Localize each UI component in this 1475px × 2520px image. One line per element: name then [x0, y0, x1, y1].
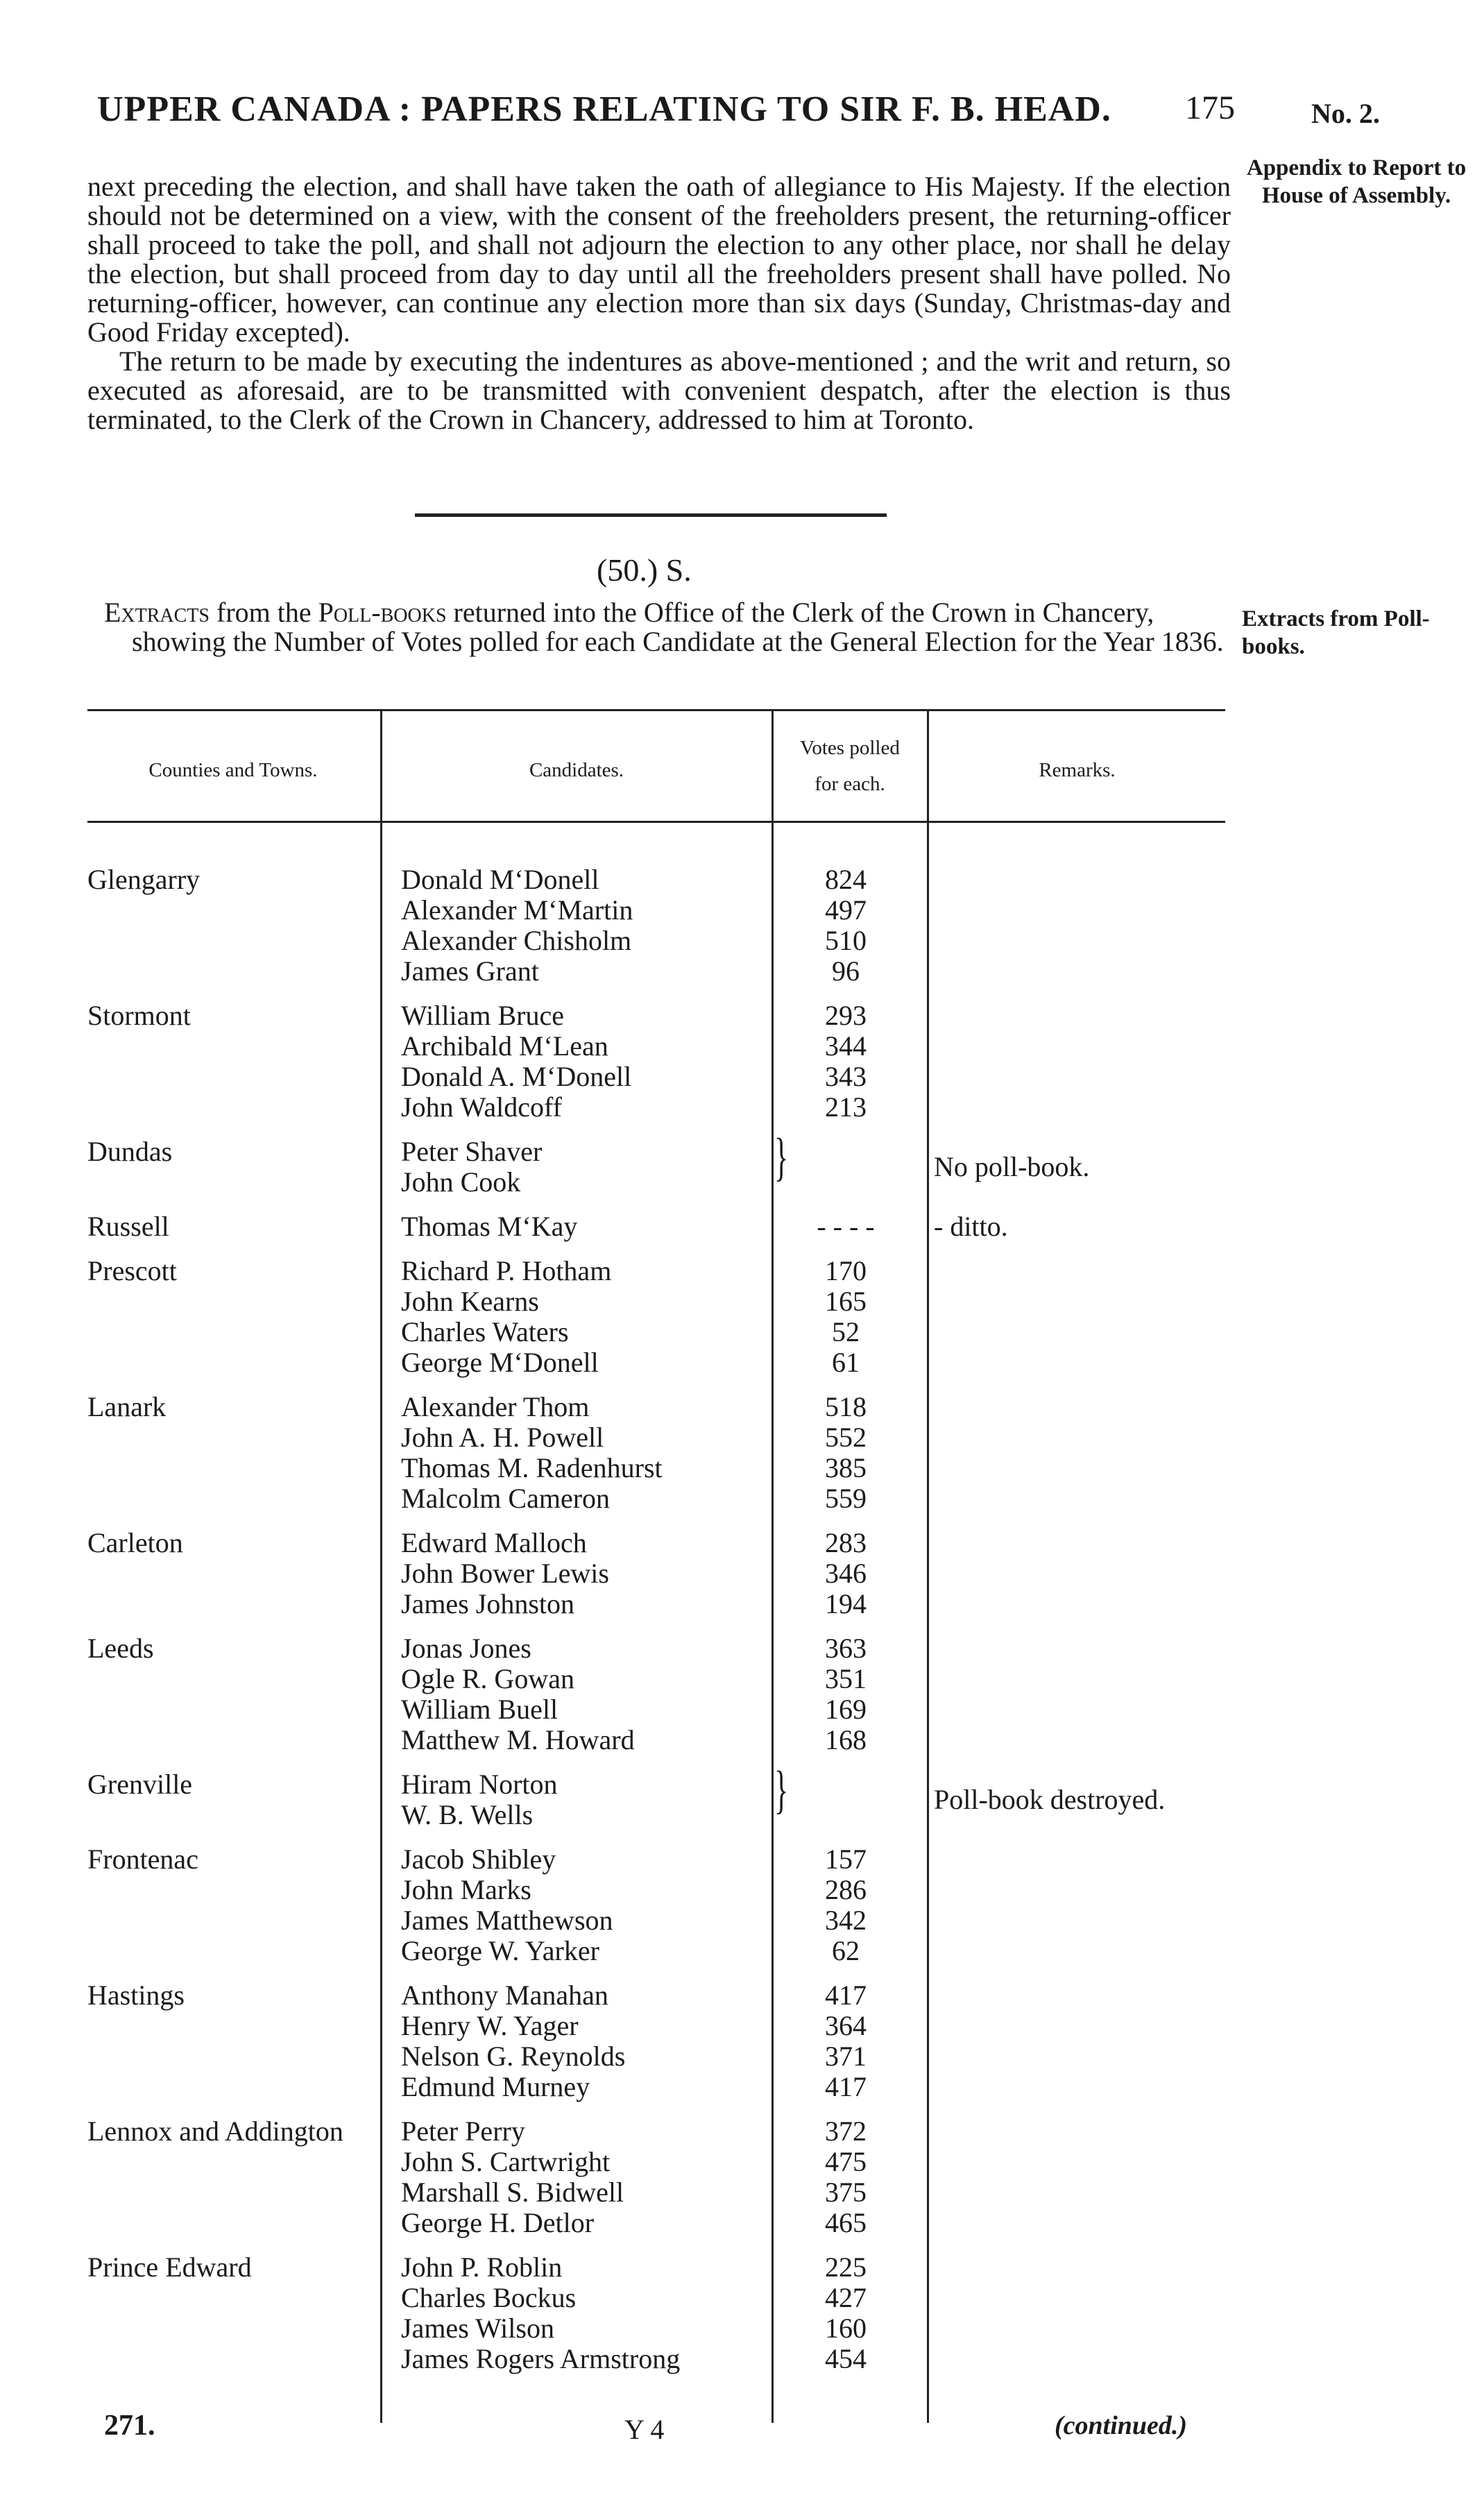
vote-count: 559 — [825, 1483, 867, 1514]
candidate-name: James Rogers Armstrong — [401, 2343, 681, 2374]
vote-count: 375 — [825, 2177, 867, 2208]
candidate-name: Edward Malloch — [401, 1527, 587, 1558]
remark-text: - ditto. — [934, 1211, 1008, 1242]
vote-count: 427 — [825, 2282, 867, 2313]
paragraph-2: The return to be made by executing the indentures as above-mentioned ; and the writ and return, so executed as aforesaid, are to be transmitted with convenient despatch, after the election is thus terminated, to the Clerk of the Crown in Chancery, addressed to him at Toronto. — [87, 346, 1231, 435]
vote-count: 286 — [825, 1874, 867, 1905]
brace-glyph: } — [774, 1128, 789, 1186]
candidate-name: W. B. Wells — [401, 1799, 534, 1830]
candidate-name: Charles Bockus — [401, 2282, 577, 2313]
candidate-name: Alexander Thom — [401, 1391, 590, 1422]
vote-count: 372 — [825, 2115, 867, 2147]
candidate-name: Nelson G. Reynolds — [401, 2041, 626, 2072]
footer-continued: (continued.) — [1055, 2411, 1188, 2440]
candidate-name: Malcolm Cameron — [401, 1483, 611, 1514]
candidate-name: James Grant — [401, 955, 539, 987]
vote-count: 168 — [825, 1724, 867, 1755]
paragraph-1: next preceding the election, and shall have taken the oath of allegiance to His Majesty. If the election should not be determined on a view, with the consent of the freeholders present, the returning-officer shall proceed to take the poll, and shall not adjourn the election to any other place, nor shall he delay the election, but shall proceed from day to day until all the freeholders present shall have polled. No returning-officer, however, can continue any election more than six days (Sunday, Christmas-day and Good Friday excepted). — [87, 171, 1231, 348]
candidate-name: Jacob Shibley — [401, 1844, 556, 1875]
county-name: Stormont — [87, 1000, 191, 1031]
vote-count: 371 — [825, 2041, 867, 2072]
candidate-name: Richard P. Hotham — [401, 1255, 612, 1286]
vote-count: 344 — [825, 1030, 867, 1062]
caption-smallcaps-2: Poll-books — [318, 597, 447, 628]
candidate-name: Marshall S. Bidwell — [401, 2177, 624, 2208]
header-title: UPPER CANADA : PAPERS RELATING TO SIR F. B. HEAD. — [97, 90, 1111, 129]
county-name: Frontenac — [87, 1844, 198, 1875]
candidate-name: Edmund Murney — [401, 2071, 590, 2102]
header-candidates: Candidates. — [529, 759, 624, 781]
vote-count: 170 — [825, 1255, 867, 1286]
section-number: (50.) S. — [597, 552, 692, 588]
table-top-rule — [87, 709, 1225, 711]
vote-count: 96 — [832, 955, 860, 987]
body-text — [87, 172, 1231, 434]
table-column-divider — [927, 709, 929, 2423]
table-column-divider — [380, 709, 382, 2423]
candidate-name: John P. Roblin — [401, 2251, 563, 2283]
candidate-name: John Kearns — [401, 1286, 539, 1317]
candidate-name: Hiram Norton — [401, 1769, 558, 1800]
vote-count: 157 — [825, 1844, 867, 1875]
vote-count: 510 — [825, 925, 867, 956]
brace-glyph: } — [774, 1761, 789, 1819]
candidate-name: James Johnston — [401, 1588, 574, 1619]
vote-count: 52 — [832, 1316, 860, 1347]
candidate-name: Jonas Jones — [401, 1633, 531, 1664]
vote-count: 283 — [825, 1527, 867, 1558]
vote-count: 62 — [832, 1935, 860, 1966]
candidate-name: Peter Shaver — [401, 1136, 543, 1167]
vote-count: 293 — [825, 1000, 867, 1031]
vote-count: 225 — [825, 2251, 867, 2283]
vote-count: 465 — [825, 2207, 867, 2238]
county-name: Prescott — [87, 1255, 177, 1286]
vote-count: 518 — [825, 1391, 867, 1422]
county-name: Leeds — [87, 1633, 154, 1664]
candidate-name: William Buell — [401, 1694, 559, 1725]
header-votes: Votes polled for each. — [800, 737, 900, 795]
page-number: 175 — [1185, 90, 1235, 126]
county-name: Lennox and Addington — [87, 2115, 343, 2147]
caption-text-2: returned into the Office of the Clerk of the Crown in Chancery, showing the Number of Votes polled for each Candidate at the General Election for the Year 1836. — [132, 597, 1224, 657]
county-name: Dundas — [87, 1136, 173, 1167]
vote-count: 346 — [825, 1558, 867, 1589]
vote-count: 417 — [825, 1980, 867, 2011]
table-caption — [104, 598, 1249, 656]
remark-text: No poll-book. — [934, 1151, 1090, 1182]
candidate-name: Anthony Manahan — [401, 1980, 608, 2011]
caption-text-1: from the — [210, 597, 318, 628]
candidate-name: Donald M‘Donell — [401, 864, 599, 895]
county-name: Grenville — [87, 1769, 193, 1800]
remark-text: Poll-book destroyed. — [934, 1784, 1166, 1815]
candidate-name: Archibald M‘Lean — [401, 1030, 608, 1062]
candidate-name: John Marks — [401, 1874, 531, 1905]
footer-sheet-number: 271. — [104, 2410, 155, 2442]
candidate-name: Donald A. M‘Donell — [401, 1061, 632, 1092]
vote-count: 213 — [825, 1091, 867, 1123]
sidenote-appendix: Appendix to Report to House of Assembly. — [1246, 155, 1467, 208]
vote-count: 417 — [825, 2071, 867, 2102]
header-counties: Counties and Towns. — [148, 759, 318, 781]
county-name: Glengarry — [87, 864, 201, 895]
candidate-name: James Matthewson — [401, 1905, 613, 1936]
county-name: Lanark — [87, 1391, 167, 1422]
caption-smallcaps-1: Extracts — [104, 597, 210, 628]
candidate-name: Henry W. Yager — [401, 2010, 579, 2041]
footer-signature: Y 4 — [624, 2414, 665, 2445]
vote-count: 385 — [825, 1452, 867, 1483]
candidate-name: Thomas M‘Kay — [401, 1211, 578, 1242]
candidate-name: John Cook — [401, 1166, 521, 1198]
vote-count: 343 — [825, 1061, 867, 1092]
vote-count: 169 — [825, 1694, 867, 1725]
sidenote-extracts: Extracts from Poll-books. — [1242, 606, 1430, 659]
candidate-name: John Bower Lewis — [401, 1558, 609, 1589]
vote-count: 454 — [825, 2343, 867, 2374]
candidate-name: John A. H. Powell — [401, 1422, 604, 1453]
county-name: Hastings — [87, 1980, 185, 2011]
section-divider — [415, 513, 887, 517]
candidate-name: Matthew M. Howard — [401, 1724, 635, 1755]
county-name: Prince Edward — [87, 2251, 252, 2283]
vote-count: 364 — [825, 2010, 867, 2041]
vote-count: 194 — [825, 1588, 867, 1619]
vote-count: 824 — [825, 864, 867, 895]
candidate-name: George W. Yarker — [401, 1935, 599, 1966]
document-number: No. 2. — [1311, 98, 1380, 129]
candidate-name: John Waldcoff — [401, 1091, 562, 1123]
candidate-name: Alexander Chisholm — [401, 925, 632, 956]
candidate-name: Ogle R. Gowan — [401, 1663, 574, 1694]
vote-count: 160 — [825, 2313, 867, 2344]
candidate-name: Peter Perry — [401, 2115, 525, 2147]
vote-count: 363 — [825, 1633, 867, 1664]
candidate-name: John S. Cartwright — [401, 2146, 611, 2177]
candidate-name: Alexander M‘Martin — [401, 894, 633, 926]
table-header-rule — [87, 821, 1225, 823]
vote-count: 61 — [832, 1347, 860, 1378]
vote-count: 351 — [825, 1663, 867, 1694]
candidate-name: William Bruce — [401, 1000, 564, 1031]
vote-count: 497 — [825, 894, 867, 926]
running-header — [97, 89, 1235, 144]
candidate-name: James Wilson — [401, 2313, 554, 2344]
county-name: Carleton — [87, 1527, 183, 1558]
candidate-name: George M‘Donell — [401, 1347, 599, 1378]
vote-count: 342 — [825, 1905, 867, 1936]
candidate-name: George H. Detlor — [401, 2207, 595, 2238]
vote-count: - - - - — [817, 1211, 875, 1242]
candidate-name: Thomas M. Radenhurst — [401, 1452, 663, 1483]
vote-count: 475 — [825, 2146, 867, 2177]
vote-count: 552 — [825, 1422, 867, 1453]
header-remarks: Remarks. — [1039, 759, 1116, 781]
candidate-name: Charles Waters — [401, 1316, 569, 1347]
county-name: Russell — [87, 1211, 169, 1242]
vote-count: 165 — [825, 1286, 867, 1317]
